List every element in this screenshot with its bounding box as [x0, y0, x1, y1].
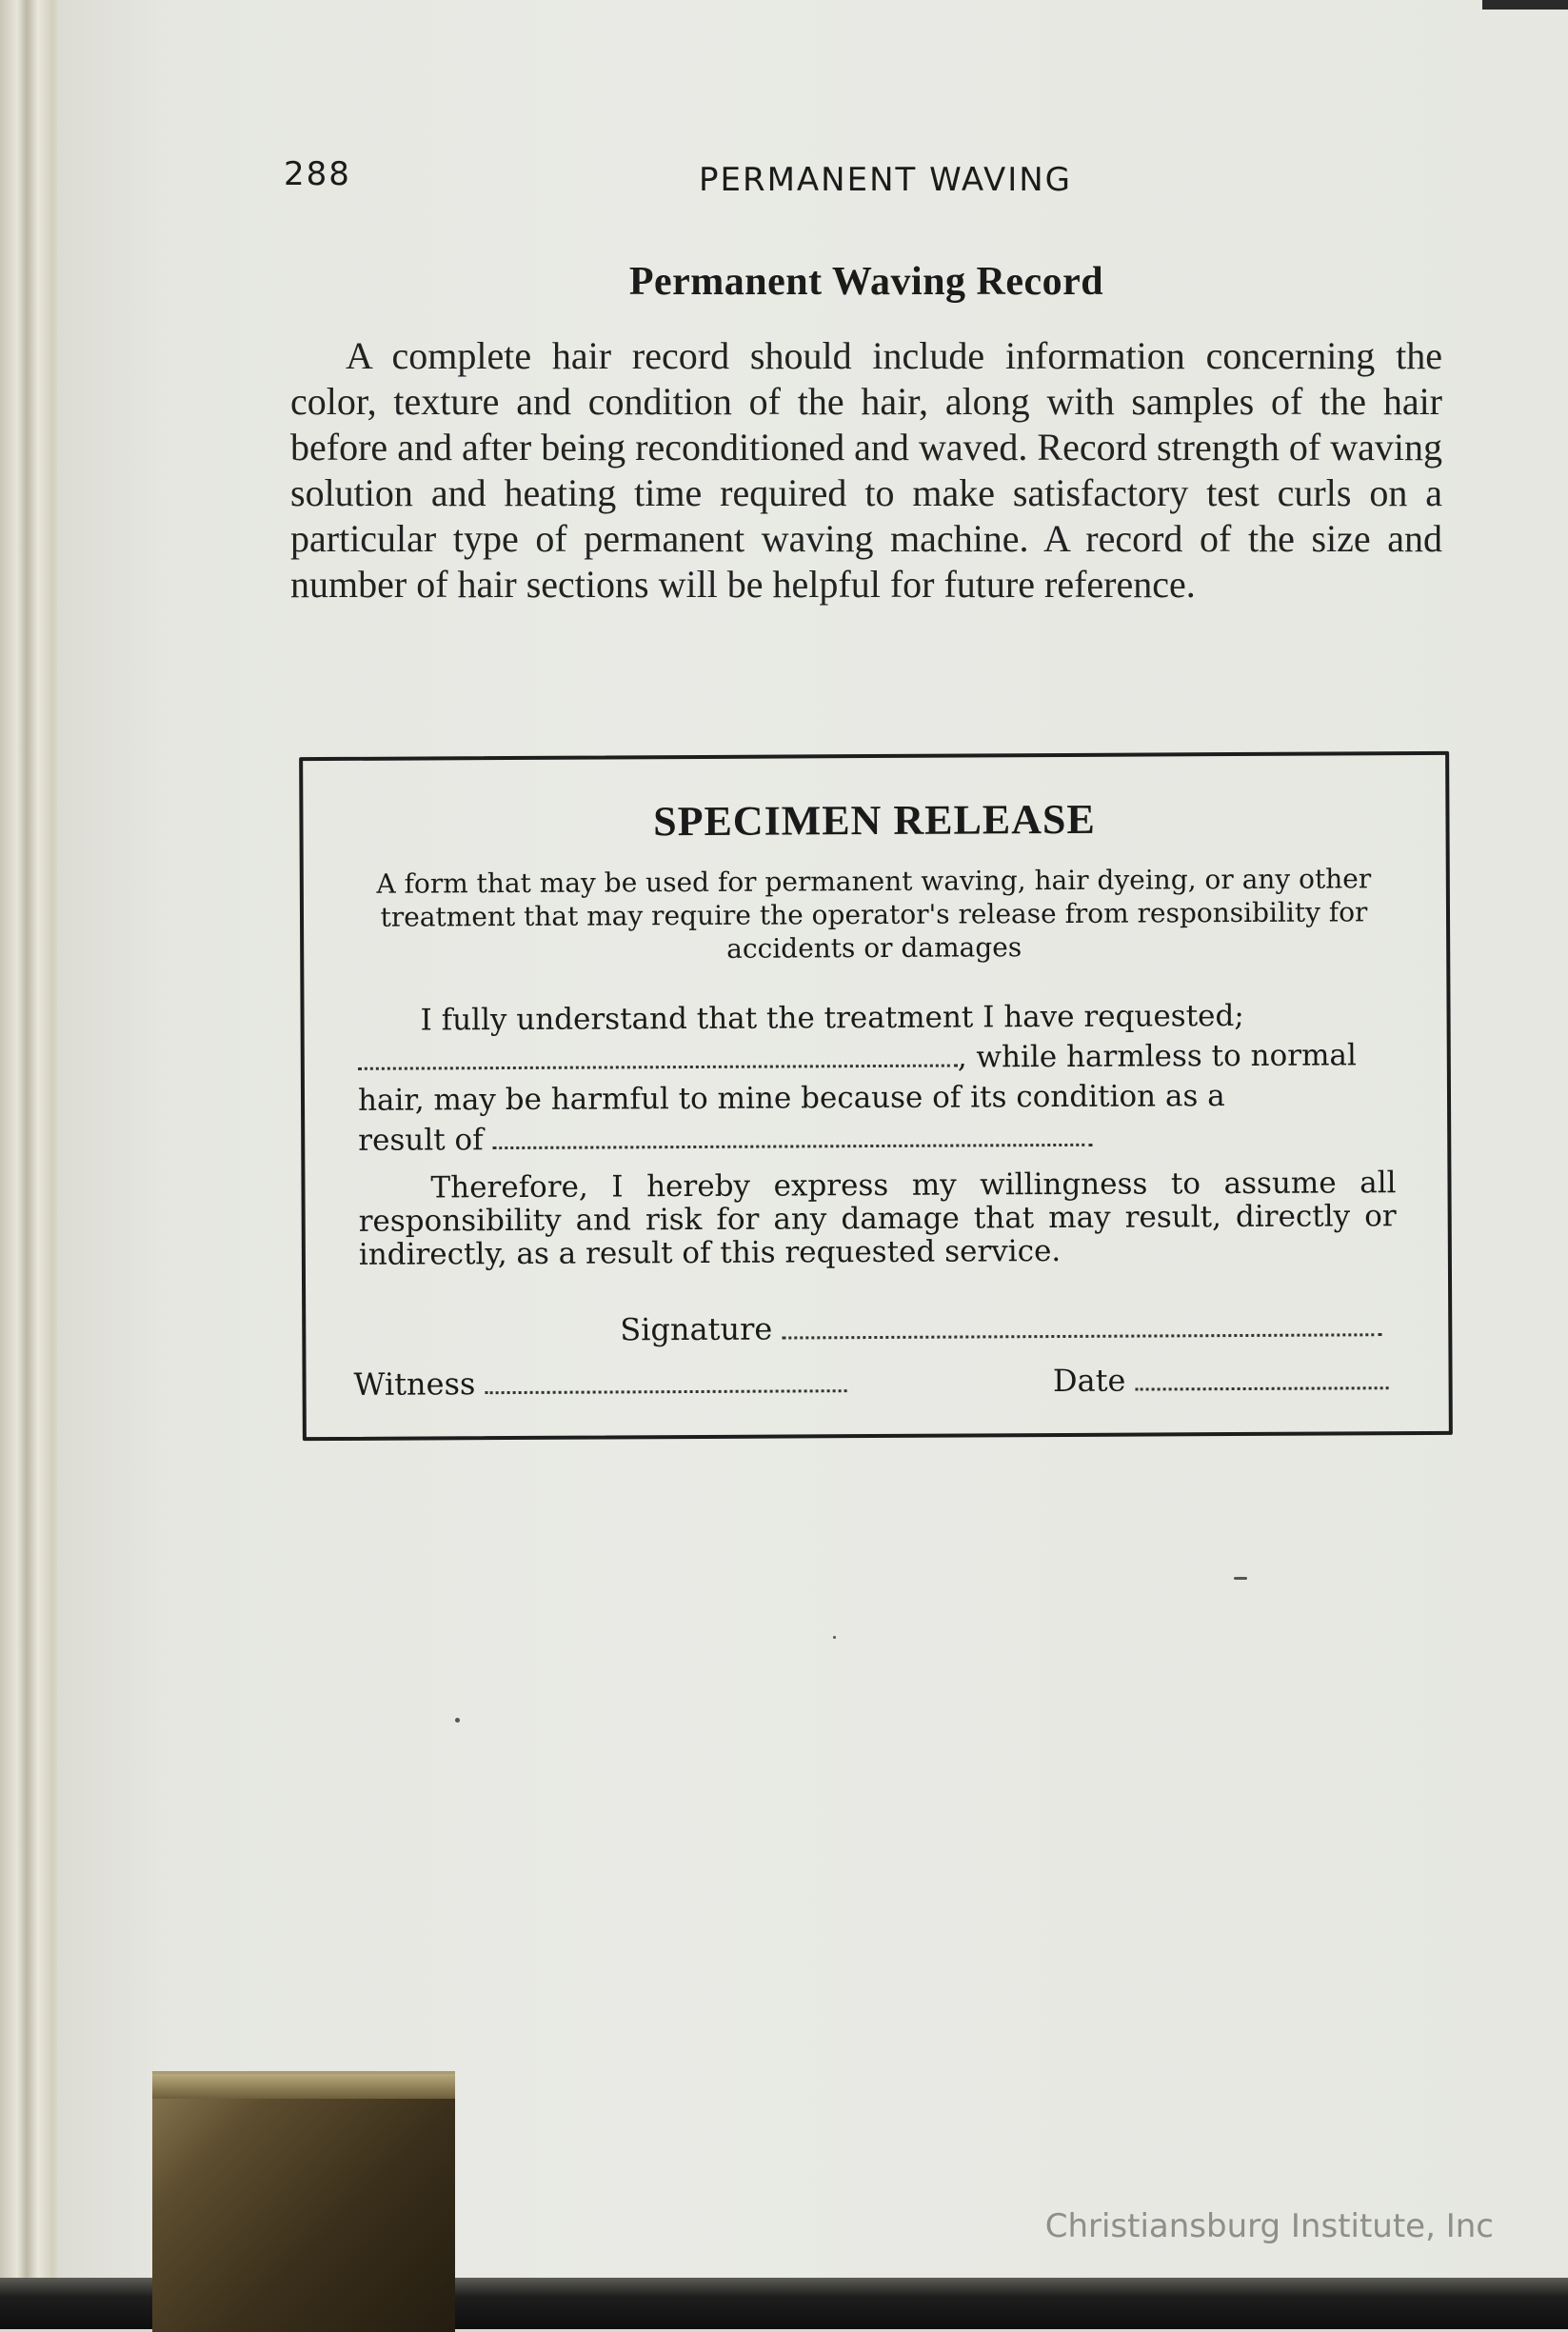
statement-line-4: [358, 1115, 1396, 1161]
witness-blank: [486, 1384, 847, 1394]
statement-line-3: hair, may be harmful to mine because of its condition as a: [357, 1079, 1225, 1118]
statement-text-1: I fully understand that the treatment I have requested;: [420, 998, 1244, 1038]
weight-top-face: [152, 2074, 455, 2099]
paper-mark: [1234, 1577, 1247, 1580]
treatment-blank: [358, 1059, 958, 1070]
paper-speck: [455, 1718, 460, 1723]
page-number: 288: [284, 155, 351, 193]
signature-row: [620, 1307, 1397, 1347]
paper-speck: [833, 1636, 836, 1639]
section-title: Permanent Waving Record: [628, 260, 1104, 304]
signature-label: Signature: [620, 1310, 773, 1348]
background-corner: [1482, 0, 1568, 10]
statement-text-4: result of: [358, 1123, 484, 1158]
statement-line-1: [357, 995, 1395, 1041]
date-blank: [1136, 1381, 1389, 1390]
witness-label: Witness: [353, 1365, 476, 1403]
witness-date-row: [353, 1361, 1397, 1403]
brass-page-weight: [152, 2071, 455, 2332]
running-title: PERMANENT WAVING: [698, 161, 1073, 199]
release-agreement: Therefore, I hereby express my willingness to assume all responsibility and risk for any damage that may result, directly or indirectly, as a result of this requested service.: [358, 1166, 1397, 1272]
statement-text-2: , while harmless to normal: [957, 1038, 1357, 1075]
statement-line-2: [358, 1035, 1396, 1081]
running-head: [284, 155, 1449, 203]
watermark: Christiansburg Institute, Inc: [1044, 2207, 1494, 2245]
section-body: A complete hair record should include information concerning the color, texture and condition of the hair, along with samples of the hair before and after being reconditioned and waved. Record strength of waving solution and heating time required to make satisfactory test curls on a particular type of permanent waving machine. A record of the size and number of hair sections will be helpful for future reference.: [290, 334, 1442, 606]
release-statement: [357, 995, 1396, 1161]
condition-blank: [493, 1138, 1093, 1149]
signature-blank: [782, 1327, 1381, 1339]
specimen-release-form: [299, 751, 1453, 1441]
date-label: Date: [1052, 1362, 1126, 1400]
release-description: A form that may be used for permanent waving, hair dyeing, or any other treatment that may require the operator's release from responsibility for accidents or damages: [376, 863, 1372, 965]
release-title: SPECIMEN RELEASE: [653, 795, 1096, 846]
